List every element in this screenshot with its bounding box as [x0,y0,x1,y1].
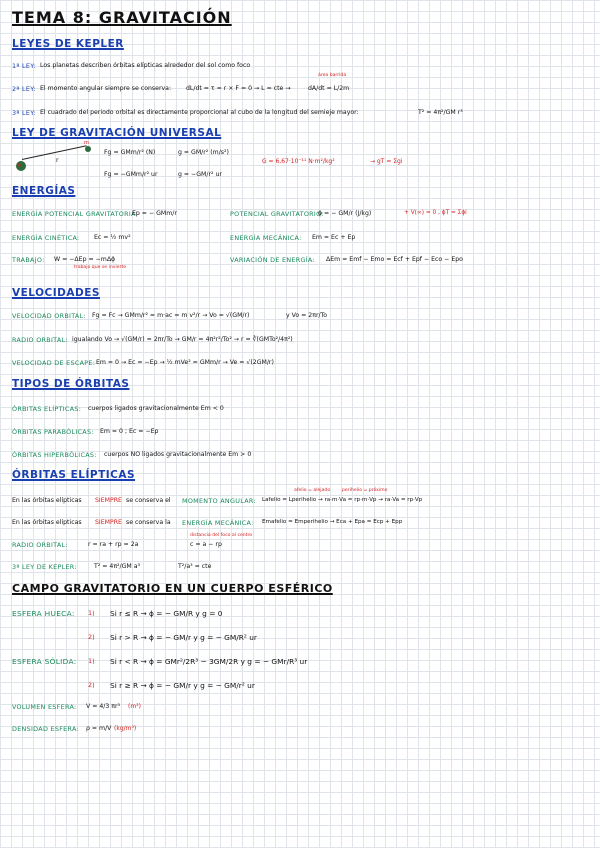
mass-M-label: M [18,163,23,169]
s1-eq: Si r < R → ɸ = GMr²/2R³ − 3GM/2R y g = − GMr/R³ ur [110,657,308,666]
elipticas-heading: ÓRBITAS ELÍPTICAS [12,469,136,481]
law2-note: área barrida [318,73,347,78]
ec-label: ENERGÍA CINÉTICA: [12,234,80,242]
var-eq: ΔEm = Emf − Emo = Ecf + Epf − Eco − Epo [326,256,463,263]
radio-eq: igualando Vo → √(GM/r) = 2πr/To → GM/r = 4π²r²/To² → r = ∛(GMTo²/4π²) [72,336,293,343]
law3-label: 3ª LEY: [12,109,37,117]
pot-eq: ɸ = − GM/r (J/kg) [318,210,372,217]
fg-eq: Fg = GMm/r² (N) [104,149,156,156]
par-label: ÓRBITAS PARABÓLICAS: [12,428,94,436]
fg-vec-eq: Fg = −GMm/r² ur [104,171,158,178]
vol-label: VOLUMEN ESFERA: [12,703,77,711]
law2-text: El momento angular siempre se conserva: [40,85,172,92]
G-constant: G = 6,67·10⁻¹¹ N·m²/kg² [262,158,335,165]
s2-eq: Si r ≥ R → ɸ = − GM/r y g = − GM/r² ur [110,681,255,690]
solida-label: ESFERA SÓLIDA: [12,657,77,666]
law2-eq: dL/dt = τ = r × F = 0 → L = cte → [186,85,291,92]
c-eq: c = a − rp [190,541,222,548]
row1-pre: En las órbitas elípticas [12,497,82,504]
tipos-heading: TIPOS DE ÓRBITAS [12,378,130,390]
orb-label: VELOCIDAD ORBITAL: [12,312,86,320]
law1-text: Los planetas describen órbitas elípticas alrededor del sol como foco [40,62,251,69]
distance-label: r [56,157,59,164]
row1-eq: Lafelio = Lperihelio → ra·m·Va = rp·m·Vp → ra·Va = rp·Vp [262,497,423,503]
el-text: cuerpos ligados gravitacionalmente Em < 0 [88,405,224,412]
velocidades-heading: VELOCIDADES [12,287,100,299]
pot-note: + V(∞) = 0 , ɸT = Σɸi [404,210,467,216]
ep-label: ENERGÍA POTENCIAL GRAVITATORIA: [12,210,139,218]
hip-text: cuerpos NO ligados gravitacionalmente Em > 0 [104,451,252,458]
afelio-note: afelio = alejado [294,488,331,493]
w-note: trabajo que se invierte [74,265,127,270]
law1-label: 1ª LEY: [12,62,37,70]
k3-eq2: T²/a³ = cte [178,563,212,570]
w-label: TRABAJO: [12,256,45,264]
esc-eq: Em = 0 → Ec = −Ep → ½ mVe² = GMm/r → Ve = √(2GM/r) [96,359,274,366]
row2-eq: Emafelio = Emperihelio → Eca + Epa = Ecp + Epp [262,519,403,525]
k3-label: 3ª LEY DE KEPLER: [12,563,77,571]
page-title: TEMA 8: GRAVITACIÓN [12,8,232,27]
row2-blue: ENERGÍA MECÁNICA: [182,519,254,527]
el-label: ÓRBITAS ELÍPTICAS: [12,405,82,413]
mass-m-label: m [84,140,89,146]
orb-eq: Fg = Fc → GMm/r² = m·ac = m v²/r → Vo = √(GM/r) [92,312,250,319]
energias-heading: ENERGÍAS [12,185,76,197]
row1-mid: se conserva el [126,497,171,504]
g-vec-eq: g = −GM/r² ur [178,171,222,178]
row1-siempre: SIEMPRE [95,497,122,504]
law3-eq: T² = 4π²/GM r³ [418,109,463,116]
perihelio-note: perihelio = próximo [342,488,388,493]
g-eq: g = GM/r² (m/s²) [178,149,229,156]
h2-num: 2) [88,633,95,641]
campo-heading: CAMPO GRAVITATORIO EN UN CUERPO ESFÉRICO [12,582,333,595]
orb-eq2: y Vo = 2πr/To [286,312,328,319]
hip-label: ÓRBITAS HIPERBÓLICAS: [12,451,97,459]
var-label: VARIACIÓN DE ENERGÍA: [230,256,315,264]
row2-siempre: SIEMPRE [95,519,122,526]
mass-m-dot [85,146,91,152]
pot-label: POTENCIAL GRAVITATORIO: [230,210,324,218]
esc-label: VELOCIDAD DE ESCAPE: [12,359,96,367]
c-note: distancia del foco al centro [190,533,253,538]
den-label: DENSIDAD ESFERA: [12,725,80,733]
w-eq: W = −ΔEp = −mΔɸ [54,256,116,263]
kepler-heading: LEYES DE KEPLER [12,38,124,50]
law3-text: El cuadrado del periodo orbital es directamente proporcional al cubo de la longitud del semieje mayor: [40,109,359,116]
ec-eq: Ec = ½ mv² [94,234,131,241]
row2-pre: En las órbitas elípticas [12,519,82,526]
em-eq: Em = Ec + Ep [312,234,356,241]
row1-blue: MOMENTO ANGULAR: [182,497,256,505]
law2-label: 2ª LEY: [12,85,37,93]
radio-orbital-label: RADIO ORBITAL: [12,541,68,549]
row2-mid: se conserva la [126,519,171,526]
em-label: ENERGÍA MECÁNICA: [230,234,302,242]
radio-label: RADIO ORBITAL: [12,336,68,344]
den-eq: ρ = m/V [86,725,112,732]
universal-heading: LEY DE GRAVITACIÓN UNIVERSAL [12,127,222,139]
s1-num: 1) [88,657,95,665]
vol-eq: V = 4/3 πr³ [86,703,121,710]
hueca-label: ESFERA HUECA: [12,609,75,618]
k3-eq: T² = 4π²/GM a³ [94,563,140,570]
s2-num: 2) [88,681,95,689]
h2-eq: Si r > R → ɸ = − GM/r y g = − GM/R² ur [110,633,257,642]
radio-orbital-eq: r = ra + rp = 2a [88,541,139,548]
par-text: Em = 0 ; Ec = −Ep [100,428,159,435]
superposition-note: → gT = Σgi [370,158,403,165]
den-unit: (kg/m³) [114,725,137,732]
law2-result: dA/dt = L/2m [308,85,350,92]
ep-eq: Ep = − GMm/r [132,210,177,217]
vol-unit: (m³) [128,703,141,710]
h1-eq: Si r ≤ R → ɸ = − GM/R y g = 0 [110,609,223,618]
h1-num: 1) [88,609,95,617]
distance-line [22,145,87,160]
